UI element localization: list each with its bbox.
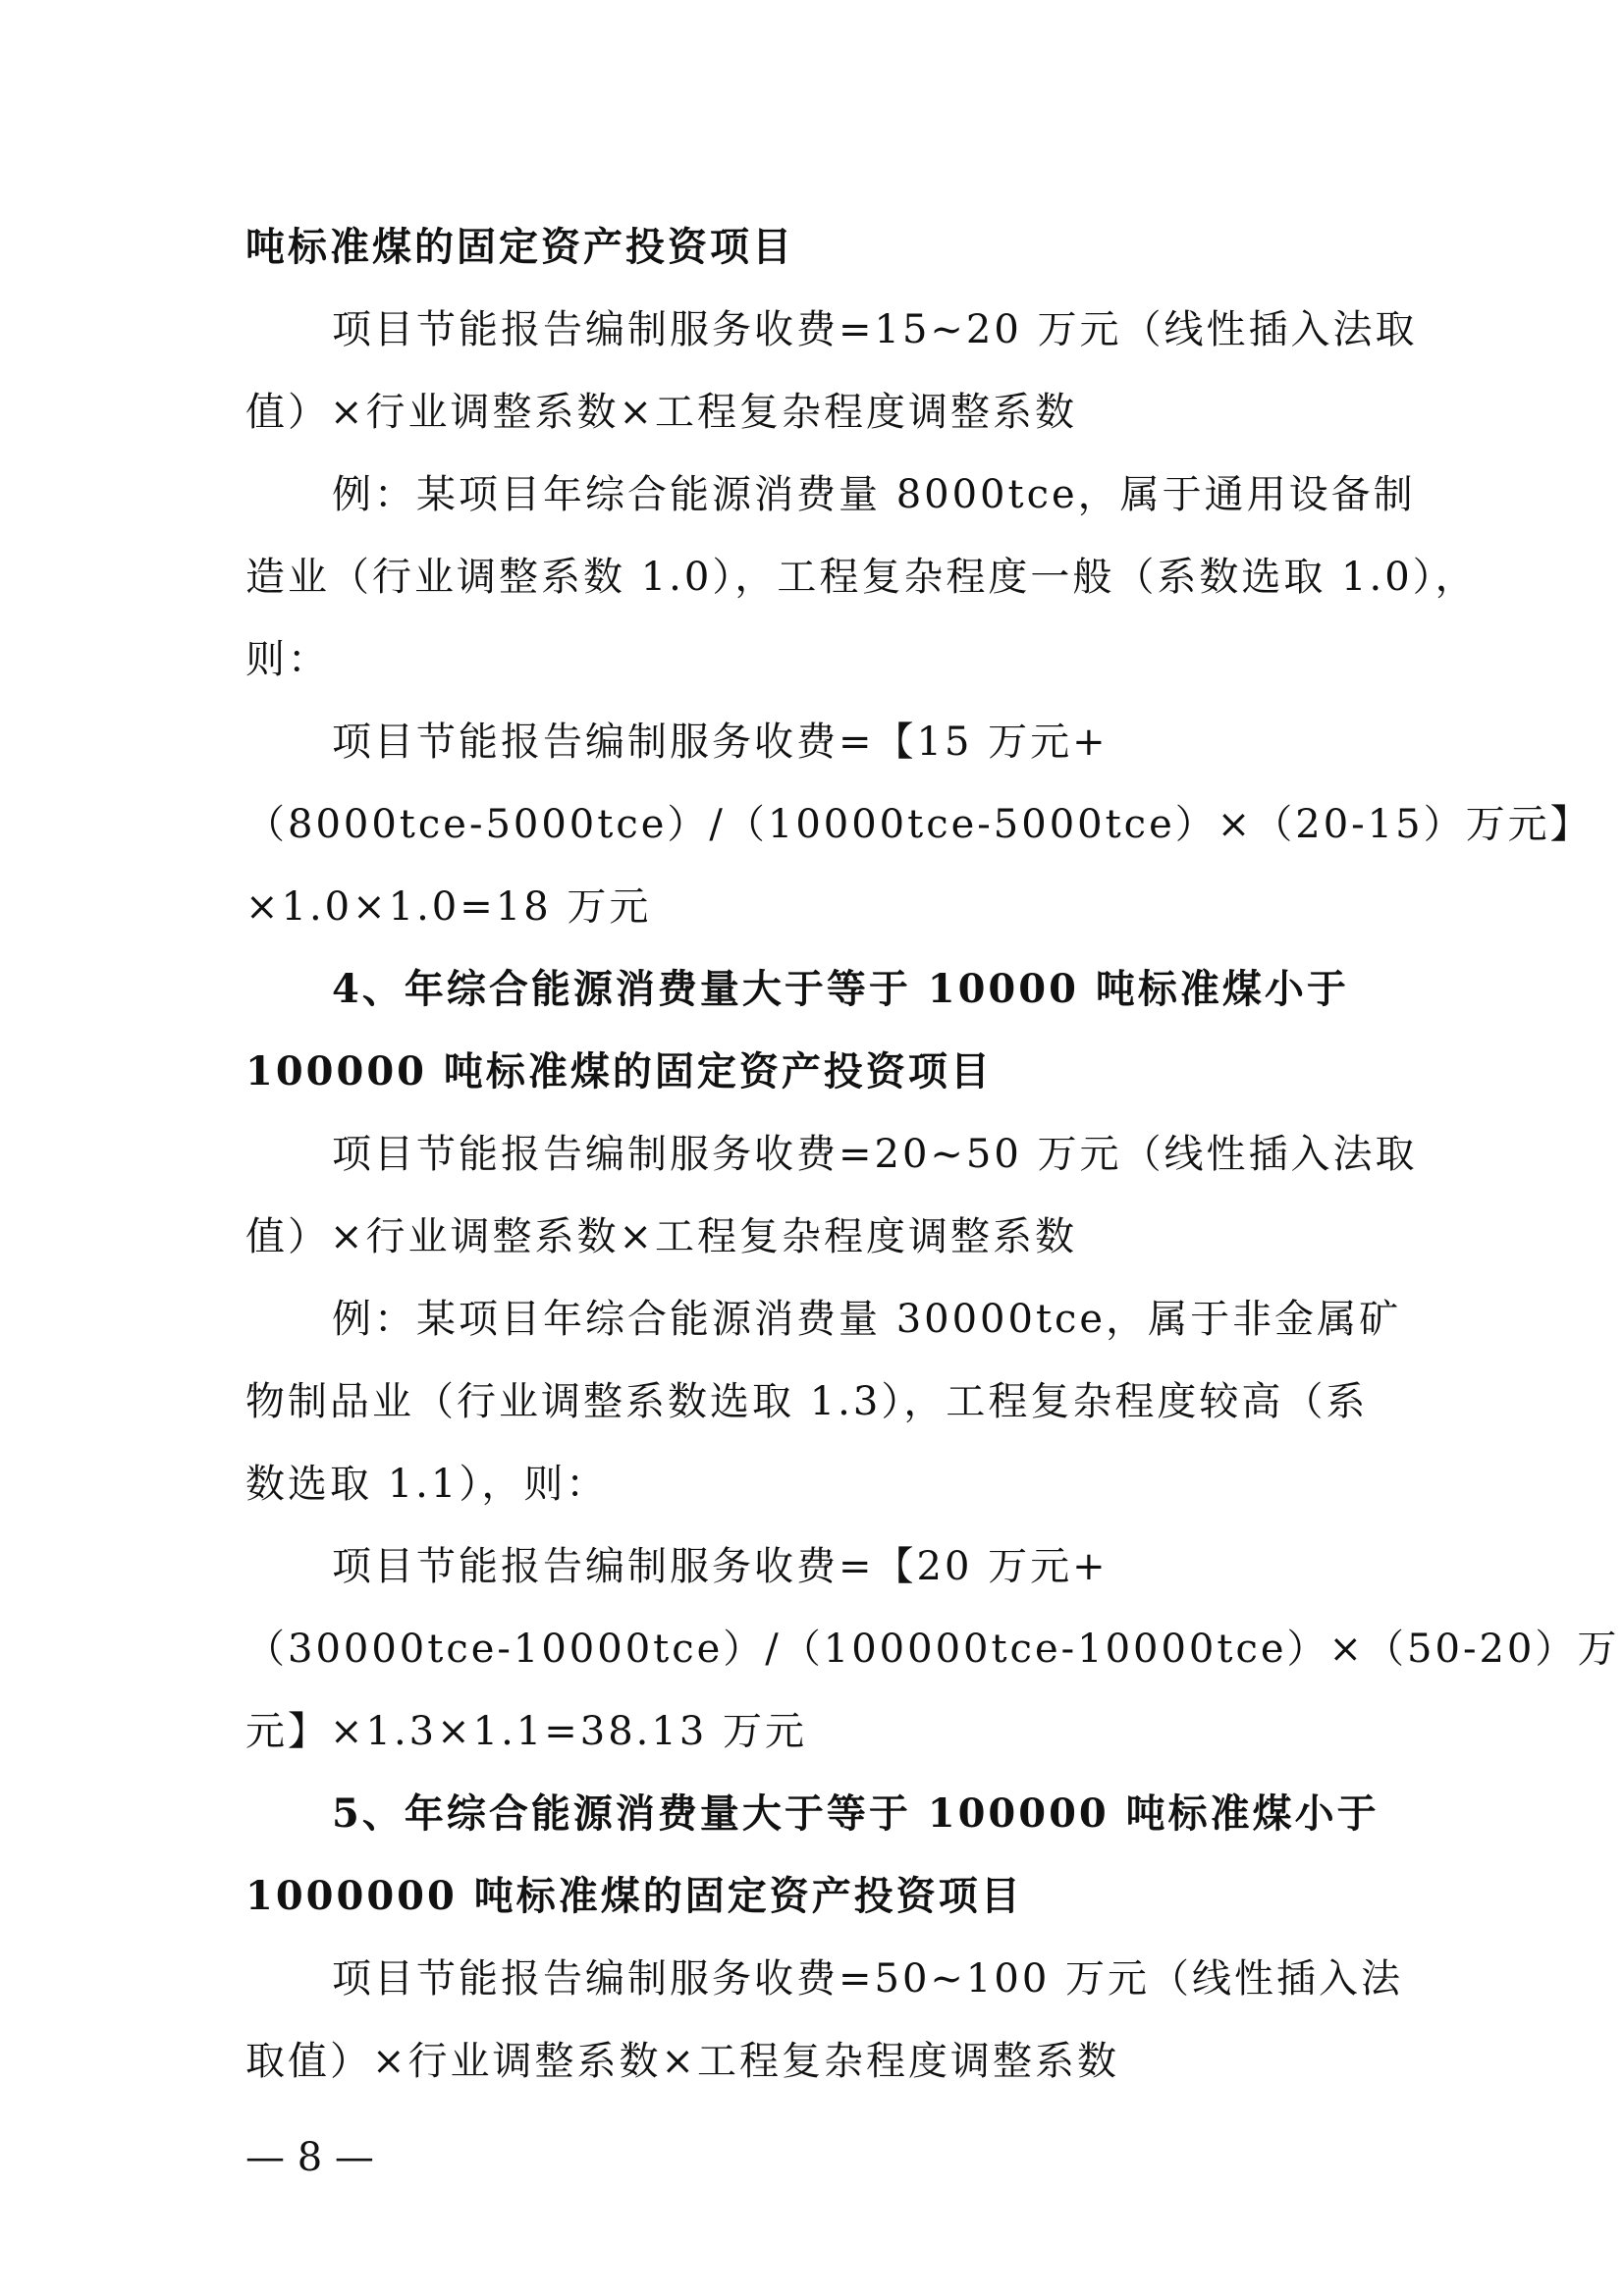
calculation-line: （30000tce-10000tce）/（100000tce-10000tce）×（50-20）万 [245,1627,1620,1672]
example-line: 数选取 1.1），则： [245,1462,609,1507]
calculation-line: 项目节能报告编制服务收费=【15 万元+ [332,720,1109,765]
section-heading: 5、年综合能源消费量大于等于 100000 吨标准煤小于 [332,1790,1380,1837]
calculation-line: 元】×1.3×1.1=38.13 万元 [245,1709,807,1754]
example-line: 造业（行业调整系数 1.0），工程复杂程度一般（系数选取 1.0）， [245,555,1478,600]
page-number: — 8 — [245,2135,374,2180]
heading-continuation: 吨标准煤的固定资产投资项目 [245,224,794,270]
example-line: 则： [245,637,330,682]
calculation-line: 项目节能报告编制服务收费=【20 万元+ [332,1544,1109,1589]
fee-formula-line: 值）×行业调整系数×工程复杂程度调整系数 [245,1214,1078,1259]
section-heading: 100000 吨标准煤的固定资产投资项目 [245,1048,993,1095]
calculation-line: （8000tce-5000tce）/（10000tce-5000tce）×（20-15）万元】 [245,802,1593,847]
example-line: 物制品业（行业调整系数选取 1.3），工程复杂程度较高（系 [245,1379,1369,1424]
example-line: 例：某项目年综合能源消费量 8000tce，属于通用设备制 [332,472,1416,517]
fee-formula-line: 项目节能报告编制服务收费=15~20 万元（线性插入法取 [332,307,1418,352]
fee-formula-line: 取值）×行业调整系数×工程复杂程度调整系数 [245,2039,1120,2084]
calculation-line: ×1.0×1.0=18 万元 [245,884,652,930]
example-line: 例：某项目年综合能源消费量 30000tce，属于非金属矿 [332,1297,1402,1342]
section-heading: 1000000 吨标准煤的固定资产投资项目 [245,1873,1023,1919]
fee-formula-line: 值）×行业调整系数×工程复杂程度调整系数 [245,390,1078,435]
fee-formula-line: 项目节能报告编制服务收费=20~50 万元（线性插入法取 [332,1132,1418,1177]
section-heading: 4、年综合能源消费量大于等于 10000 吨标准煤小于 [332,966,1349,1012]
fee-formula-line: 项目节能报告编制服务收费=50~100 万元（线性插入法 [332,1956,1403,2002]
